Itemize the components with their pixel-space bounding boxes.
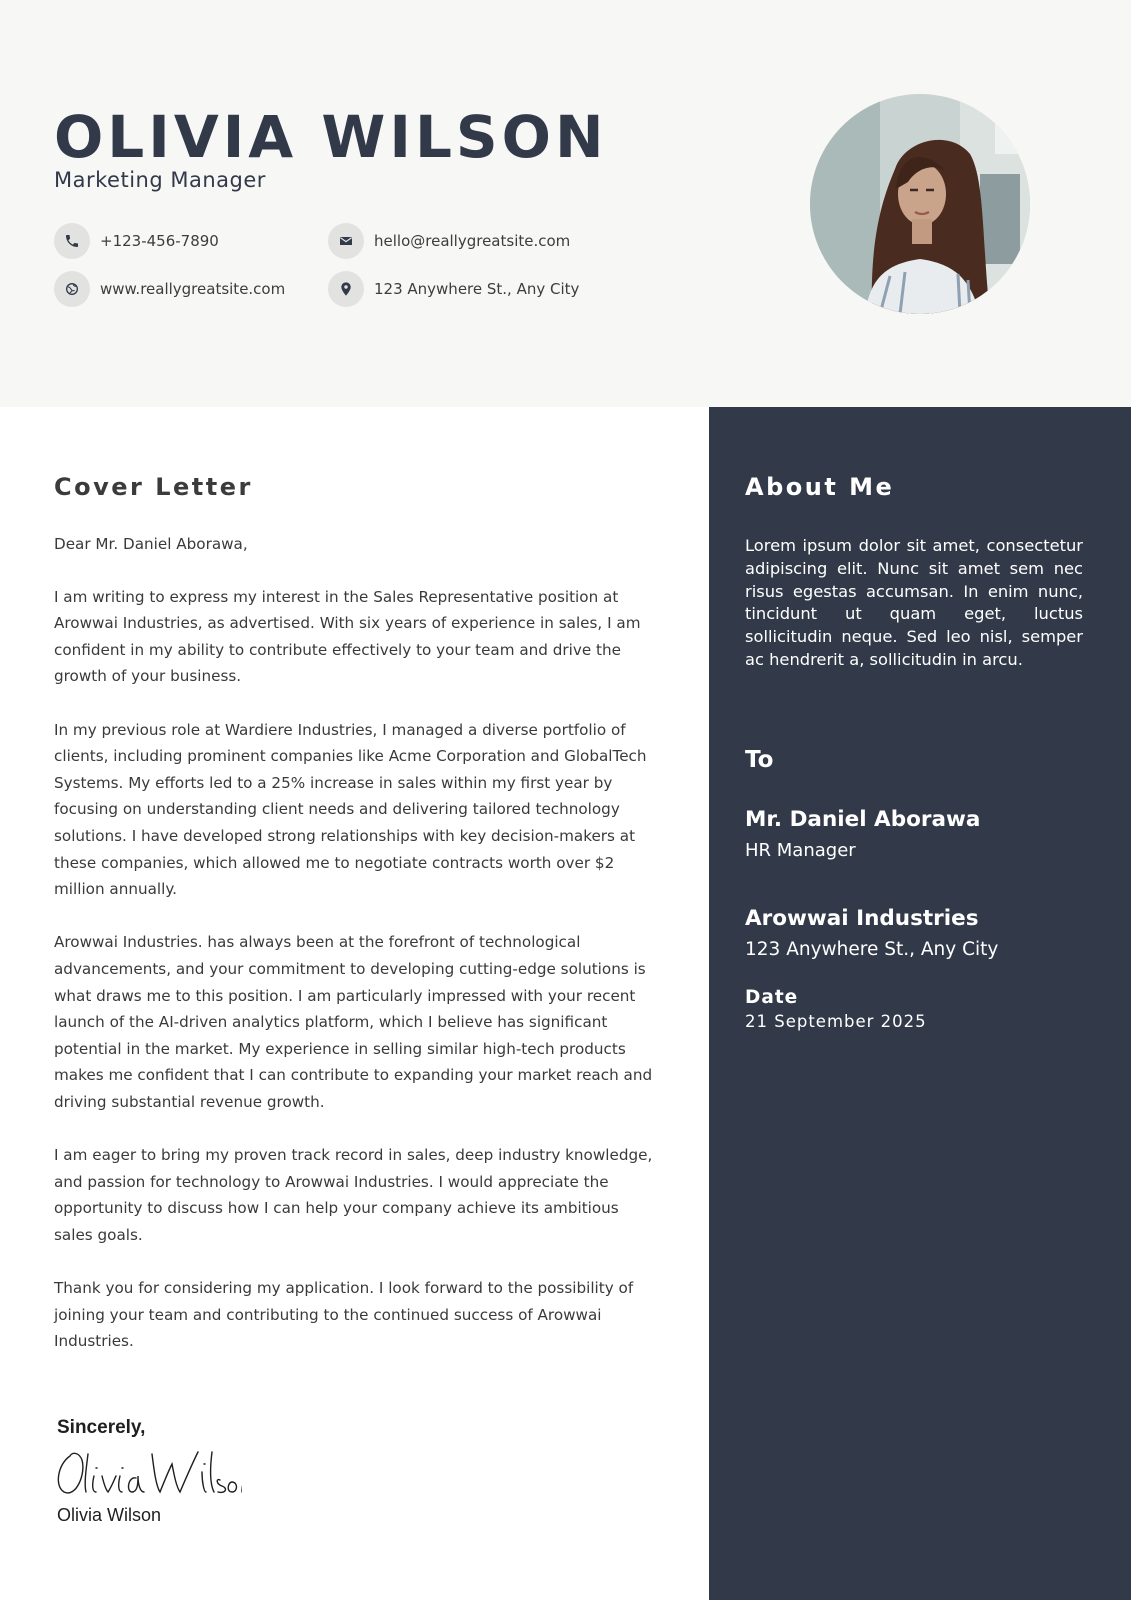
date-value: 21 September 2025 (745, 1012, 927, 1031)
contact-email (328, 222, 570, 260)
header (0, 0, 1131, 407)
phone-icon (54, 223, 90, 259)
to-heading: To (745, 747, 774, 773)
sidebar (709, 407, 1131, 1600)
applicant-title: Marketing Manager (54, 168, 266, 192)
closing: Sincerely, (57, 1417, 146, 1438)
applicant-name: OLIVIA WILSON (54, 103, 608, 171)
recipient-role: HR Manager (745, 840, 856, 861)
letter-paragraph: I am writing to express my interest in the Sales Representative position at Arowwai Industries, as advertised. With six years of experience in sales, I am confident in my ability to contribute effectively to your team and drive the growth of your business. (54, 587, 641, 686)
company-address: 123 Anywhere St., Any City (745, 939, 999, 960)
letter-paragraph: Arowwai Industries. has always been at the forefront of technological advancements, and your commitment to developing cutting-edge solutions is what draws me to this position. I am particularly impressed with your recent launch of the AI-driven analytics platform, which I believe has significant potential in the market. My experience in selling similar high-tech products makes me confident that I can contribute to expanding your market reach and driving substantial revenue growth. (54, 933, 653, 1111)
location-pin-icon (328, 271, 364, 307)
profile-photo (810, 94, 1030, 314)
mail-icon (328, 223, 364, 259)
contact-website (54, 270, 285, 308)
website-link[interactable]: www.reallygreatsite.com (100, 280, 286, 298)
contact-phone (54, 222, 219, 260)
phone-text: +123-456-7890 (100, 232, 219, 250)
salutation: Dear Mr. Daniel Aborawa, (54, 535, 248, 553)
address-text: 123 Anywhere St., Any City (374, 280, 580, 298)
about-text: Lorem ipsum dolor sit amet, consectetur adipiscing elit. Nunc sit amet sem nec risus egestas accumsan. In enim nunc, tincidunt ut quam eget, luctus sollicitudin neque. Sed leo nisl, semper ac hendrerit a, sollicitudin in arcu. (745, 536, 1083, 669)
cover-letter-heading: Cover Letter (54, 473, 253, 501)
globe-icon (54, 271, 90, 307)
signer-name: Olivia Wilson (57, 1505, 162, 1525)
letter-body (54, 531, 654, 1381)
about-heading: About Me (745, 473, 895, 501)
letter-paragraph: Thank you for considering my application. I look forward to the possibility of joining your team and contributing to the continued success of Arowwai Industries. (54, 1279, 634, 1351)
email-link[interactable]: hello@reallygreatsite.com (374, 232, 571, 250)
contact-address (328, 270, 579, 308)
company-name: Arowwai Industries (745, 906, 979, 931)
date-label: Date (745, 987, 799, 1008)
recipient-name: Mr. Daniel Aborawa (745, 807, 981, 832)
letter-paragraph: In my previous role at Wardiere Industries, I managed a diverse portfolio of clients, including prominent companies like Acme Corporation and GlobalTech Systems. My efforts led to a 25% increase in sales within my first year by focusing on understanding client needs and delivering tailored technology solutions. I have developed strong relationships with key decision-makers at these companies, which allowed me to negotiate contracts worth over $2 million annually. (54, 720, 647, 899)
handwritten-signature (52, 1446, 242, 1502)
letter-paragraph: I am eager to bring my proven track record in sales, deep industry knowledge, and passion for technology to Arowwai Industries. I would appreciate the opportunity to discuss how I can help your company achieve its ambitious sales goals. (54, 1146, 653, 1244)
